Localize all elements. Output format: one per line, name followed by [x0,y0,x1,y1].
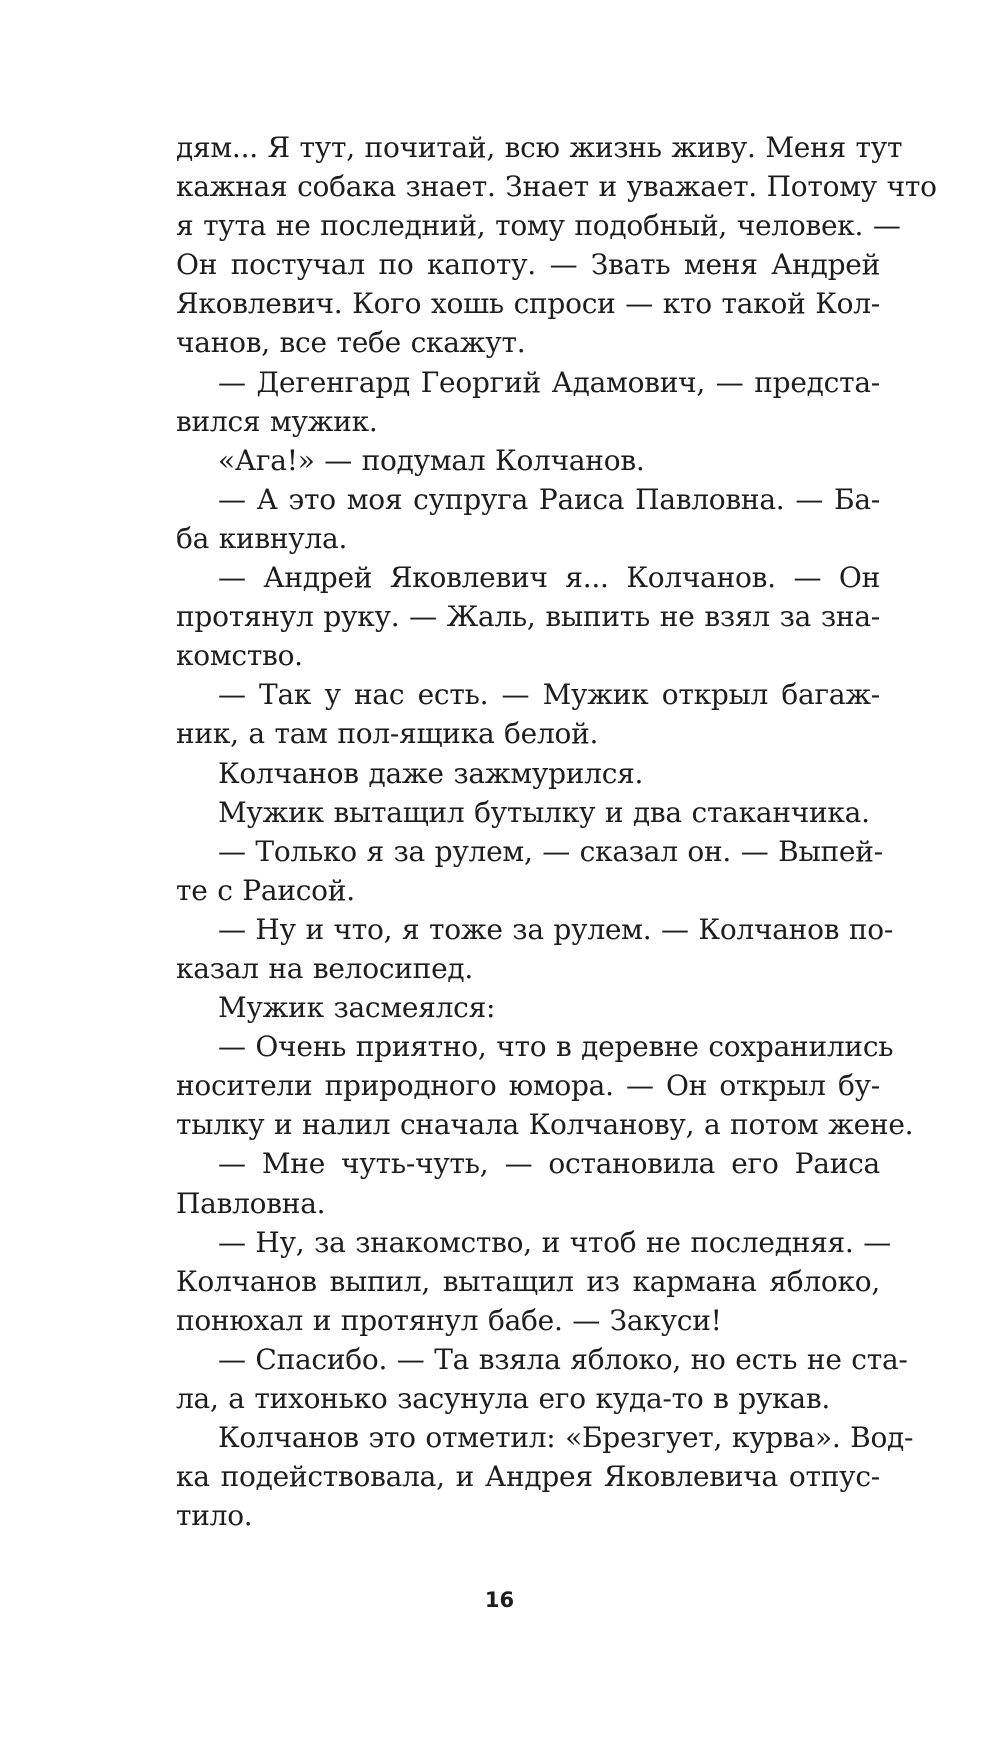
text-line: ла, а тихонько засунула его куда-то в рукав. [176,1382,831,1415]
text-line: тылку и налил сначала Колчанову, а потом жене. [176,1108,914,1142]
text-line: — Спасибо. — Та взяла яблоко, но есть не ста- [218,1342,908,1376]
text-line: чанов, все тебе скажут. [176,326,526,360]
text-line: носители природного юмора. — Он открыл бу- [176,1069,880,1103]
text-line: вился мужик. [176,404,378,438]
page-number: 16 [484,1588,515,1612]
text-line: Колчанов это отметил: «Брезгует, курва». Вод- [218,1421,914,1455]
text-line: Он постучал по капоту. — Звать меня Андрей [176,248,880,282]
text-line: я тута не последний, тому подобный, человек. — [176,209,901,243]
text-line: ка подействовала, и Андрея Яковлевича отпус- [176,1460,880,1494]
text-line: понюхал и протянул бабе. — Закуси! [176,1303,722,1337]
text-line: Колчанов выпил, вытащил из кармана яблоко, [176,1264,880,1298]
text-line: Яковлевич. Кого хошь спроси — кто такой Кол- [176,287,880,321]
text-line: — Так у нас есть. — Мужик открыл багаж- [218,678,880,712]
body-text [176,128,937,1535]
text-line: — Очень приятно, что в деревне сохранились [218,1030,894,1064]
text-line: ба кивнула. [176,521,348,555]
text-line: протянул руку. — Жаль, выпить не взял за зна- [176,600,880,634]
text-line: — Только я за рулем, — сказал он. — Выпей- [218,834,883,868]
text-line: дям... Я тут, почитай, всю жизнь живу. Меня тут [176,131,903,164]
text-line: те с Раисой. [176,873,355,907]
text-line: Колчанов даже зажмурился. [218,756,644,790]
text-line: комство. [176,639,303,673]
text-line: тило. [176,1499,253,1533]
text-line: кажная собака знает. Знает и уважает. Потому что [176,170,937,204]
text-line: Мужик засмеялся: [218,991,496,1025]
text-line: — Дегенгард Георгий Адамович, — предста- [218,365,880,399]
text-line: — Мне чуть-чуть, — остановила его Раиса [218,1147,880,1181]
text-line: казал на велосипед. [176,951,474,985]
text-line: «Ага!» — подумал Колчанов. [218,443,645,477]
text-line: — Андрей Яковлевич я... Колчанов. — Он [218,561,880,595]
text-line: — Ну, за знакомство, и чтоб не последняя. — [218,1225,891,1259]
text-line: ник, а там пол-ящика белой. [176,717,599,751]
text-line: — А это моя супруга Раиса Павловна. — Ба- [218,482,880,516]
text-line: Мужик вытащил бутылку и два стаканчика. [218,795,870,829]
text-line: — Ну и что, я тоже за рулем. — Колчанов по- [218,912,894,946]
text-line: Павловна. [176,1186,326,1220]
